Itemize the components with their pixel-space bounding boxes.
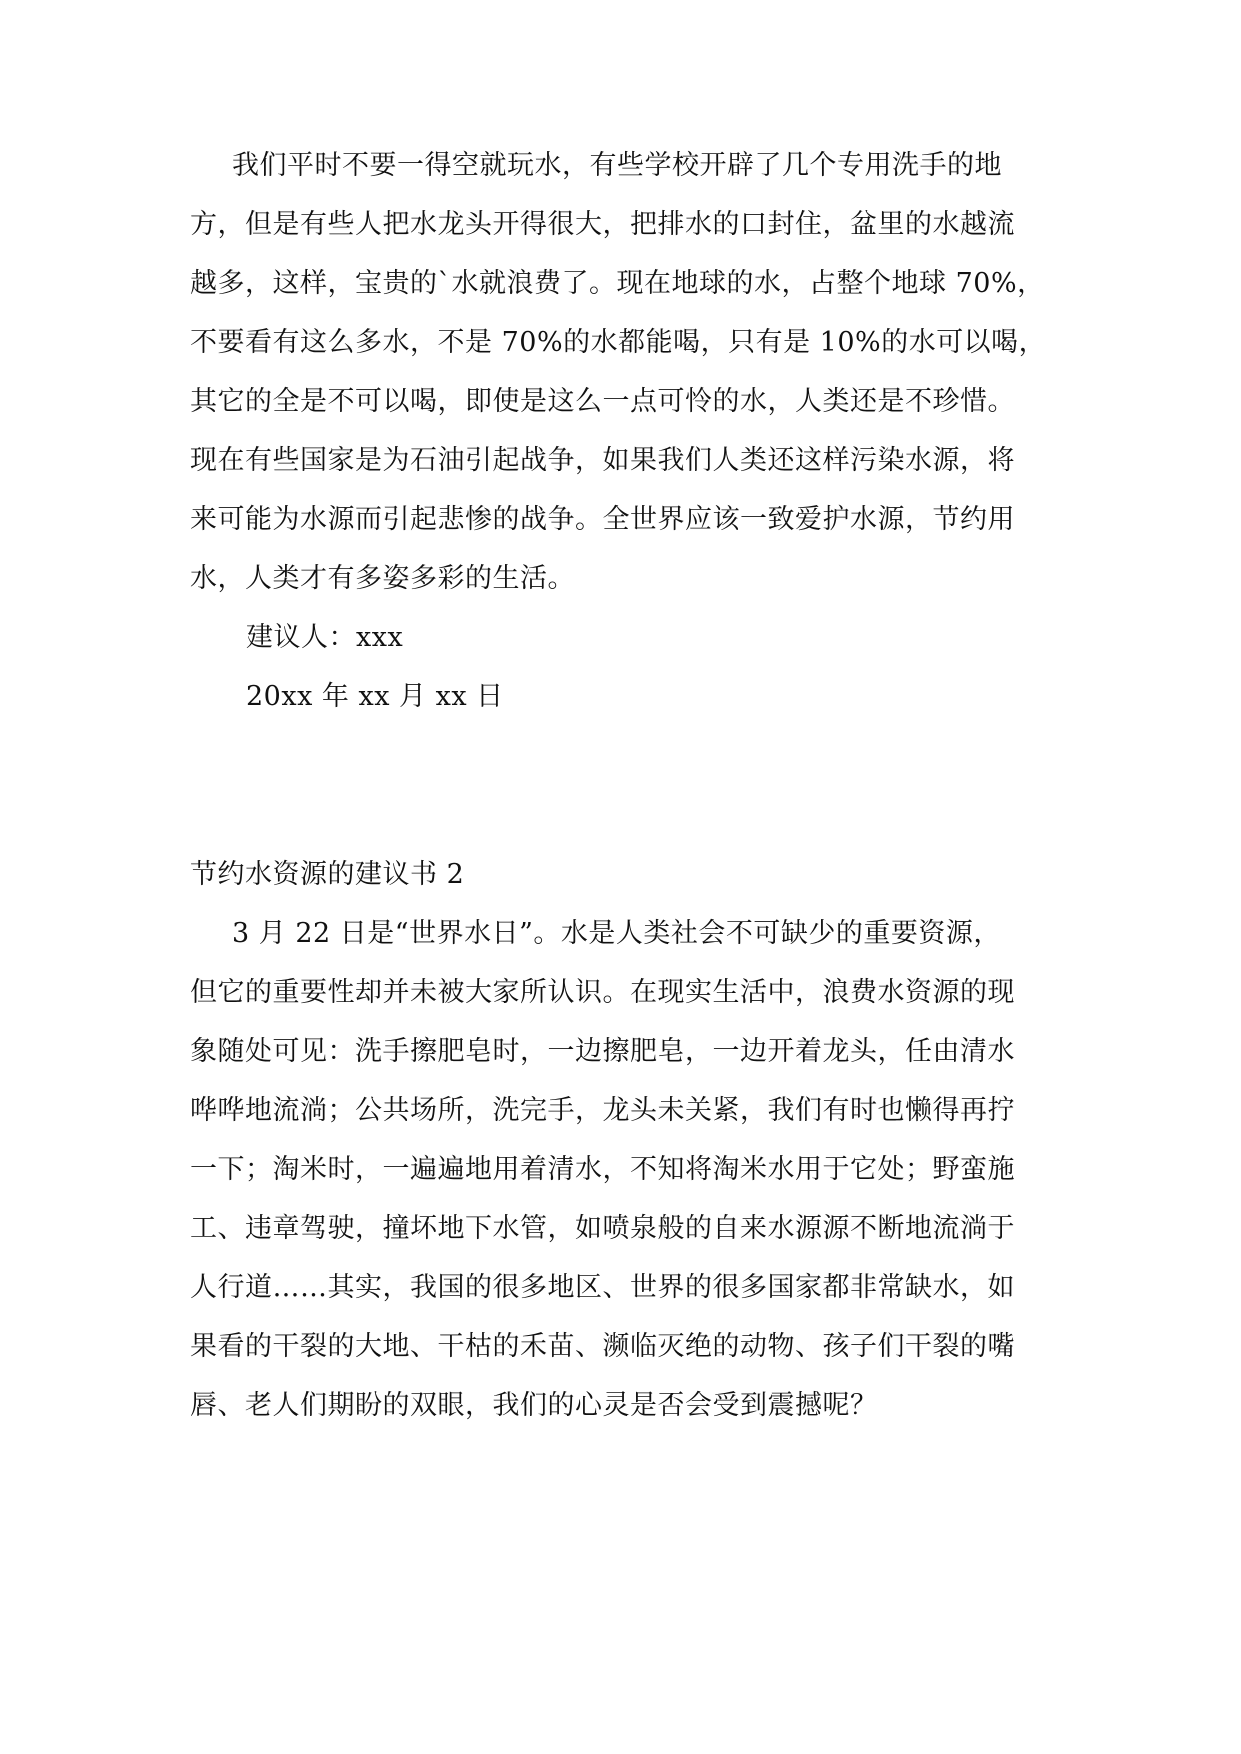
letter1-line-5: 其它的全是不可以喝，即使是这么一点可怜的水，人类还是不珍惜。: [190, 386, 1015, 417]
letter2-line-9: 唇、老人们期盼的双眼，我们的心灵是否会受到震撼呢？: [190, 1390, 878, 1421]
letter1-line-4: 不要看有这么多水，不是 70%的水都能喝，只有是 10%的水可以喝，: [190, 327, 1047, 358]
date-line: 20xx 年 xx 月 xx 日: [246, 681, 504, 712]
letter2-line-1: 3 月 22 日是“世界水日”。水是人类社会不可缺少的重要资源，: [232, 918, 1001, 949]
section-title: 节约水资源的建议书 2: [190, 859, 465, 890]
letter2-line-6: 工、违章驾驶，撞坏地下水管，如喷泉般的自来水源源不断地流淌于: [190, 1213, 1015, 1244]
signer-line: 建议人：xxx: [246, 622, 404, 653]
letter1-line-2: 方，但是有些人把水龙头开得很大，把排水的口封住，盆里的水越流: [190, 209, 1015, 240]
letter1-line-3: 越多，这样，宝贵的`水就浪费了。现在地球的水，占整个地球 70%，: [190, 268, 1045, 299]
letter2-line-5: 一下；淘米时，一遍遍地用着清水，不知将淘米水用于它处；野蛮施: [190, 1154, 1015, 1185]
letter1-line-7: 来可能为水源而引起悲惨的战争。全世界应该一致爱护水源，节约用: [190, 504, 1015, 535]
letter1-line-1: 我们平时不要一得空就玩水，有些学校开辟了几个专用洗手的地: [232, 150, 1002, 181]
letter1-line-8: 水，人类才有多姿多彩的生活。: [190, 563, 575, 594]
letter1-line-6: 现在有些国家是为石油引起战争，如果我们人类还这样污染水源，将: [190, 445, 1015, 476]
letter2-line-4: 哗哗地流淌；公共场所，洗完手，龙头未关紧，我们有时也懒得再拧: [190, 1095, 1015, 1126]
letter2-line-8: 果看的干裂的大地、干枯的禾苗、濒临灭绝的动物、孩子们干裂的嘴: [190, 1331, 1015, 1362]
letter2-line-2: 但它的重要性却并未被大家所认识。在现实生活中，浪费水资源的现: [190, 977, 1015, 1008]
letter2-line-7: 人行道……其实，我国的很多地区、世界的很多国家都非常缺水，如: [190, 1272, 1015, 1303]
letter2-line-3: 象随处可见：洗手擦肥皂时，一边擦肥皂，一边开着龙头，任由清水: [190, 1036, 1015, 1067]
